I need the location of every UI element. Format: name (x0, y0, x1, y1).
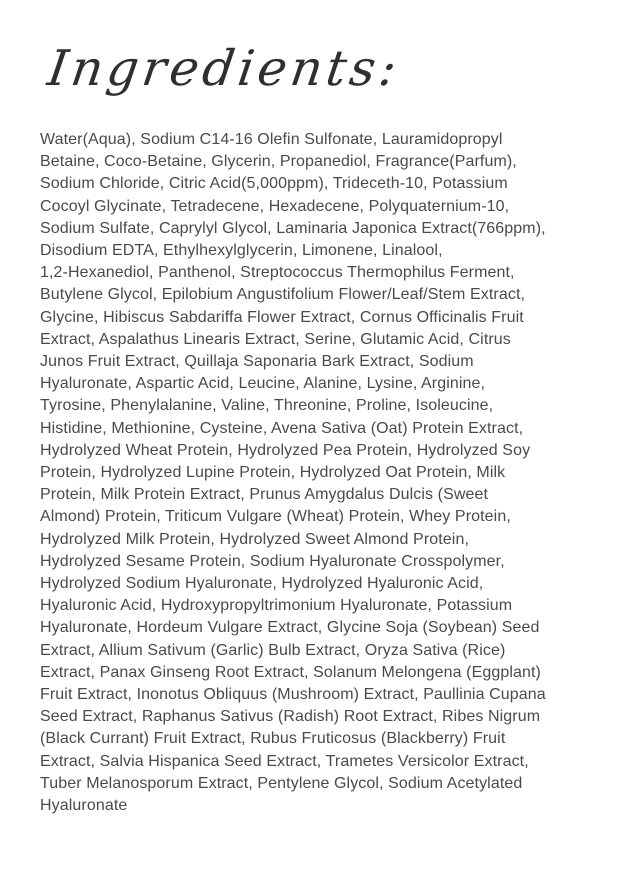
ingredient-line: Cocoyl Glycinate, Tetradecene, Hexadecene, Polyquaternium-10, (40, 197, 510, 215)
ingredient-line: Hydrolyzed Milk Protein, Hydrolyzed Sweet Almond Protein, (40, 530, 469, 548)
ingredient-line: Disodium EDTA, Ethylhexylglycerin, Limonene, Linalool, (40, 242, 443, 260)
page-title: Ingredients: (44, 40, 404, 97)
ingredient-line: Histidine, Methionine, Cysteine, Avena Sativa (Oat) Protein Extract, (40, 419, 524, 437)
ingredient-line: Junos Fruit Extract, Quillaja Saponaria Bark Extract, Sodium (40, 353, 474, 371)
ingredient-line: Water(Aqua), Sodium C14-16 Olefin Sulfonate, Lauramidopropyl (40, 131, 503, 148)
ingredient-line: Hydrolyzed Wheat Protein, Hydrolyzed Pea Protein, Hydrolyzed Soy (40, 441, 531, 459)
ingredient-line: Extract, Panax Ginseng Root Extract, Solanum Melongena (Eggplant) (40, 663, 541, 681)
ingredient-line: Protein, Milk Protein Extract, Prunus Amygdalus Dulcis (Sweet (40, 486, 489, 504)
ingredient-line: Tyrosine, Phenylalanine, Valine, Threonine, Proline, Isoleucine, (40, 397, 494, 415)
ingredient-line: Almond) Protein, Triticum Vulgare (Wheat) Protein, Whey Protein, (40, 508, 511, 526)
ingredient-line: 1,2-Hexanediol, Panthenol, Streptococcus Thermophilus Ferment, (40, 264, 515, 282)
ingredient-line: Betaine, Coco-Betaine, Glycerin, Propanediol, Fragrance(Parfum), (40, 153, 517, 171)
ingredient-line: Fruit Extract, Inonotus Obliquus (Mushroom) Extract, Paullinia Cupana (40, 686, 546, 704)
ingredient-line: Butylene Glycol, Epilobium Angustifolium Flower/Leaf/Stem Extract, (40, 286, 526, 304)
ingredient-line: Seed Extract, Raphanus Sativus (Radish) Root Extract, Ribes Nigrum (40, 708, 541, 726)
ingredient-line: Protein, Hydrolyzed Lupine Protein, Hydrolyzed Oat Protein, Milk (40, 464, 506, 482)
ingredient-line: Glycine, Hibiscus Sabdariffa Flower Extract, Cornus Officinalis Fruit (40, 308, 524, 326)
ingredient-line: Tuber Melanosporum Extract, Pentylene Glycol, Sodium Acetylated (40, 774, 523, 792)
ingredient-line: Extract, Salvia Hispanica Seed Extract, Trametes Versicolor Extract, (40, 752, 529, 770)
ingredient-line: Hyaluronate (40, 797, 128, 815)
ingredient-line: Hyaluronic Acid, Hydroxypropyltrimonium Hyaluronate, Potassium (40, 597, 513, 615)
ingredient-line: Hydrolyzed Sodium Hyaluronate, Hydrolyzed Hyaluronic Acid, (40, 575, 484, 593)
ingredient-line: Hyaluronate, Aspartic Acid, Leucine, Alanine, Lysine, Arginine, (40, 375, 486, 393)
ingredient-line: (Black Currant) Fruit Extract, Rubus Fruticosus (Blackberry) Fruit (40, 730, 506, 748)
ingredients-text (40, 129, 605, 817)
ingredient-line: Extract, Aspalathus Linearis Extract, Serine, Glutamic Acid, Citrus (40, 330, 511, 348)
ingredient-line: Hydrolyzed Sesame Protein, Sodium Hyaluronate Crosspolymer, (40, 552, 505, 570)
ingredient-line: Hyaluronate, Hordeum Vulgare Extract, Glycine Soja (Soybean) Seed (40, 619, 540, 637)
ingredient-line: Sodium Chloride, Citric Acid(5,000ppm), Trideceth-10, Potassium (40, 175, 508, 193)
ingredient-line: Extract, Allium Sativum (Garlic) Bulb Extract, Oryza Sativa (Rice) (40, 641, 506, 659)
ingredient-line: Sodium Sulfate, Caprylyl Glycol, Laminaria Japonica Extract(766ppm), (40, 219, 546, 237)
